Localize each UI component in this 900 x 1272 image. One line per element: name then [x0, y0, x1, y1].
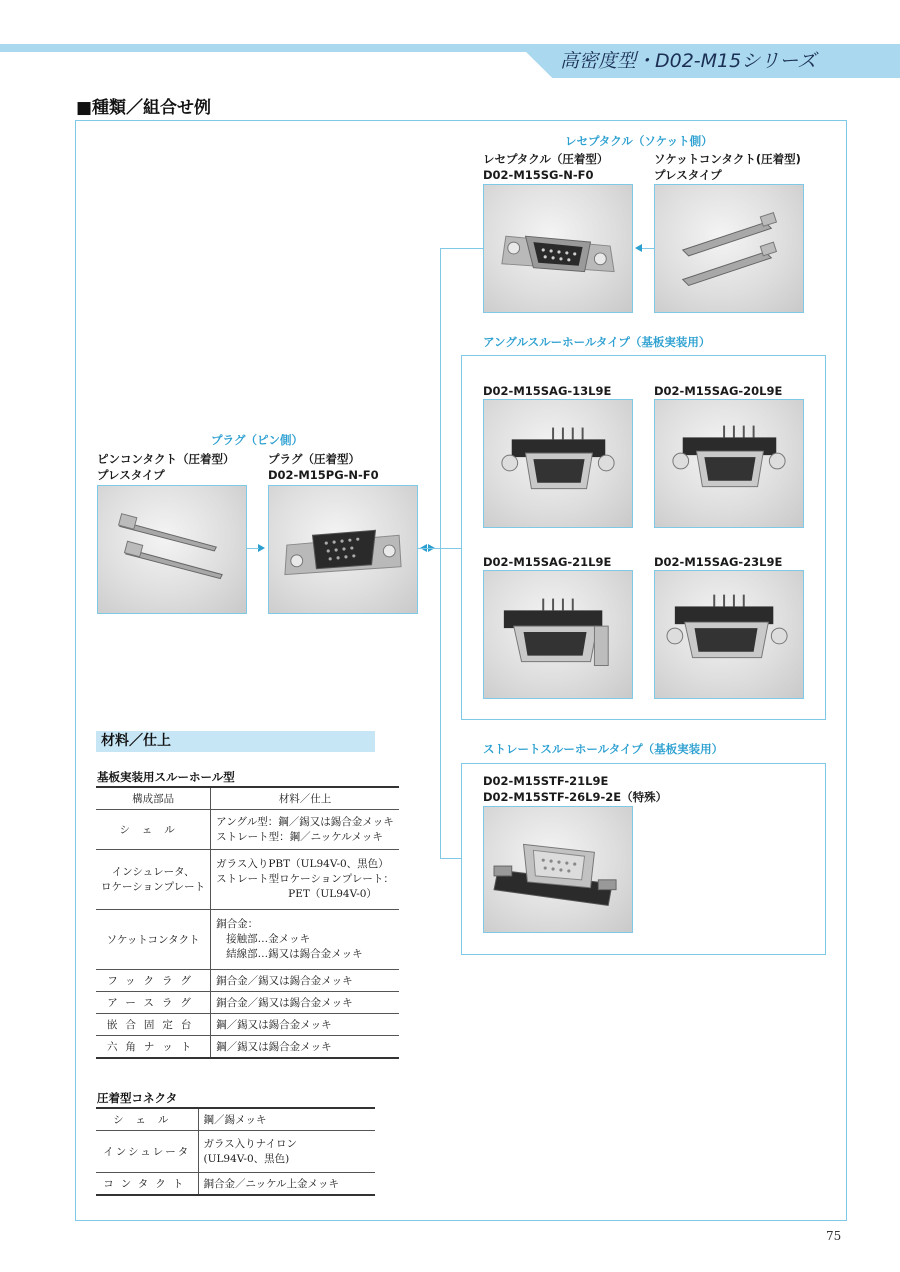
table-row — [96, 810, 399, 850]
part-name-line: インシュレータ、 — [111, 865, 195, 878]
table1-title: 基板実装用スルーホール型 — [97, 770, 235, 784]
material-line: ガラス入りPBT（UL94V-0、黒色） — [216, 858, 389, 870]
angle-model-4: D02-M15SAG-23L9E — [654, 555, 783, 569]
angle-photo-3 — [483, 570, 633, 699]
materials-header: 材料／仕上 — [96, 731, 375, 752]
material-line: ガラス入りナイロン — [203, 1137, 297, 1150]
section-title: ■種類／組合せ例 — [76, 98, 212, 118]
table2-title: 圧着型コネクタ — [97, 1091, 178, 1105]
material-line: アングル型：鋼／錫又は錫合金メッキ — [216, 815, 394, 828]
straight-photo — [483, 806, 633, 933]
socket-contact-label: ソケットコンタクト(圧着型) — [654, 152, 801, 166]
angle-group-label: アングルスルーホールタイプ（基板実装用） — [483, 335, 711, 349]
table-row — [96, 1014, 399, 1036]
material-line: 銅合金： — [216, 918, 259, 930]
receptacle-crimp-model: D02-M15SG-N-F0 — [483, 168, 594, 182]
page-number: 75 — [826, 1229, 842, 1243]
material-line: PET（UL94V-0） — [288, 888, 377, 900]
socket-contact-type: プレスタイプ — [654, 168, 722, 182]
straight-group-label: ストレートスルーホールタイプ（基板実装用） — [483, 742, 724, 756]
table-row — [96, 910, 399, 970]
material-value: 鋼／錫又は錫合金メッキ — [211, 1036, 399, 1059]
table-row — [96, 1036, 399, 1059]
table-row — [96, 992, 399, 1014]
part-name: 六角ナット — [106, 1041, 200, 1053]
material-line: 結線部…錫又は錫合金メッキ — [226, 948, 363, 960]
angle-photo-4 — [654, 570, 804, 699]
table-row — [96, 1131, 375, 1173]
receptacle-connector-line — [642, 248, 654, 249]
plug-crimp-model: D02-M15PG-N-F0 — [268, 468, 379, 482]
angle-model-1: D02-M15SAG-13L9E — [483, 384, 612, 398]
part-name: コンタクト — [103, 1178, 191, 1190]
material-line: 接触部…金メッキ — [226, 933, 311, 945]
materials-table-1 — [96, 786, 399, 1059]
angle-model-3: D02-M15SAG-21L9E — [483, 555, 612, 569]
connector-line-vertical — [440, 248, 441, 858]
receptacle-photo — [483, 184, 633, 313]
col-header-material: 材料／仕上 — [211, 787, 399, 810]
material-line: ストレート型：鋼／ニッケルメッキ — [216, 830, 383, 843]
part-name: インシュレータ — [103, 1146, 191, 1158]
straight-model-2: D02-M15STF-26L9-2E（特殊） — [483, 790, 668, 804]
table-row — [96, 1108, 375, 1131]
connector-line-straight — [440, 858, 461, 859]
connector-line-top — [440, 248, 483, 249]
angle-model-2: D02-M15SAG-20L9E — [654, 384, 783, 398]
socket-contact-photo — [654, 184, 804, 313]
angle-photo-1 — [483, 399, 633, 528]
part-name: アースラグ — [107, 997, 199, 1009]
table-header-row — [96, 787, 399, 810]
part-name: フックラグ — [107, 975, 199, 987]
straight-model-1: D02-M15STF-21L9E — [483, 774, 609, 788]
part-name: 嵌合固定台 — [106, 1019, 200, 1031]
part-name: シェル — [119, 824, 187, 836]
part-name-line: ロケーションプレート — [101, 880, 206, 893]
material-line: ストレート型ロケーションプレート： — [216, 873, 394, 885]
connector-line-angle — [440, 548, 461, 549]
pin-connector-line — [247, 548, 259, 549]
table-row — [96, 850, 399, 910]
receptacle-crimp-label: レセプタクル（圧着型） — [483, 152, 609, 166]
material-value: 銅合金／錫又は錫合金メッキ — [211, 970, 399, 992]
plug-crimp-label: プラグ（圧着型） — [268, 452, 360, 466]
plug-photo — [268, 485, 418, 614]
table-row — [96, 1173, 375, 1196]
table-row — [96, 970, 399, 992]
materials-table-2 — [96, 1107, 375, 1196]
plug-group-label: プラグ（ピン側） — [211, 433, 303, 447]
angle-photo-2 — [654, 399, 804, 528]
pin-contact-arrow — [258, 544, 265, 552]
part-name: シェル — [113, 1114, 181, 1126]
material-value: 鋼／錫又は錫合金メッキ — [211, 1014, 399, 1036]
pin-contact-photo — [97, 485, 247, 614]
material-value: 鋼／錫メッキ — [198, 1108, 375, 1131]
material-line: (UL94V-0、黒色) — [203, 1152, 290, 1165]
material-value: 銅合金／ニッケル上金メッキ — [198, 1173, 375, 1196]
plug-connector-line — [418, 548, 440, 549]
col-header-part: 構成部品 — [96, 787, 211, 810]
page-title: 高密度型・D02-M15シリーズ — [560, 50, 817, 72]
receptacle-group-label: レセプタクル（ソケット側） — [565, 134, 713, 148]
material-value: 銅合金／錫又は錫合金メッキ — [211, 992, 399, 1014]
pin-contact-label: ピンコンタクト（圧着型） — [97, 452, 235, 466]
part-name: ソケットコンタクト — [106, 934, 200, 946]
pin-contact-type: プレスタイプ — [97, 468, 165, 482]
receptacle-arrow — [635, 244, 642, 252]
